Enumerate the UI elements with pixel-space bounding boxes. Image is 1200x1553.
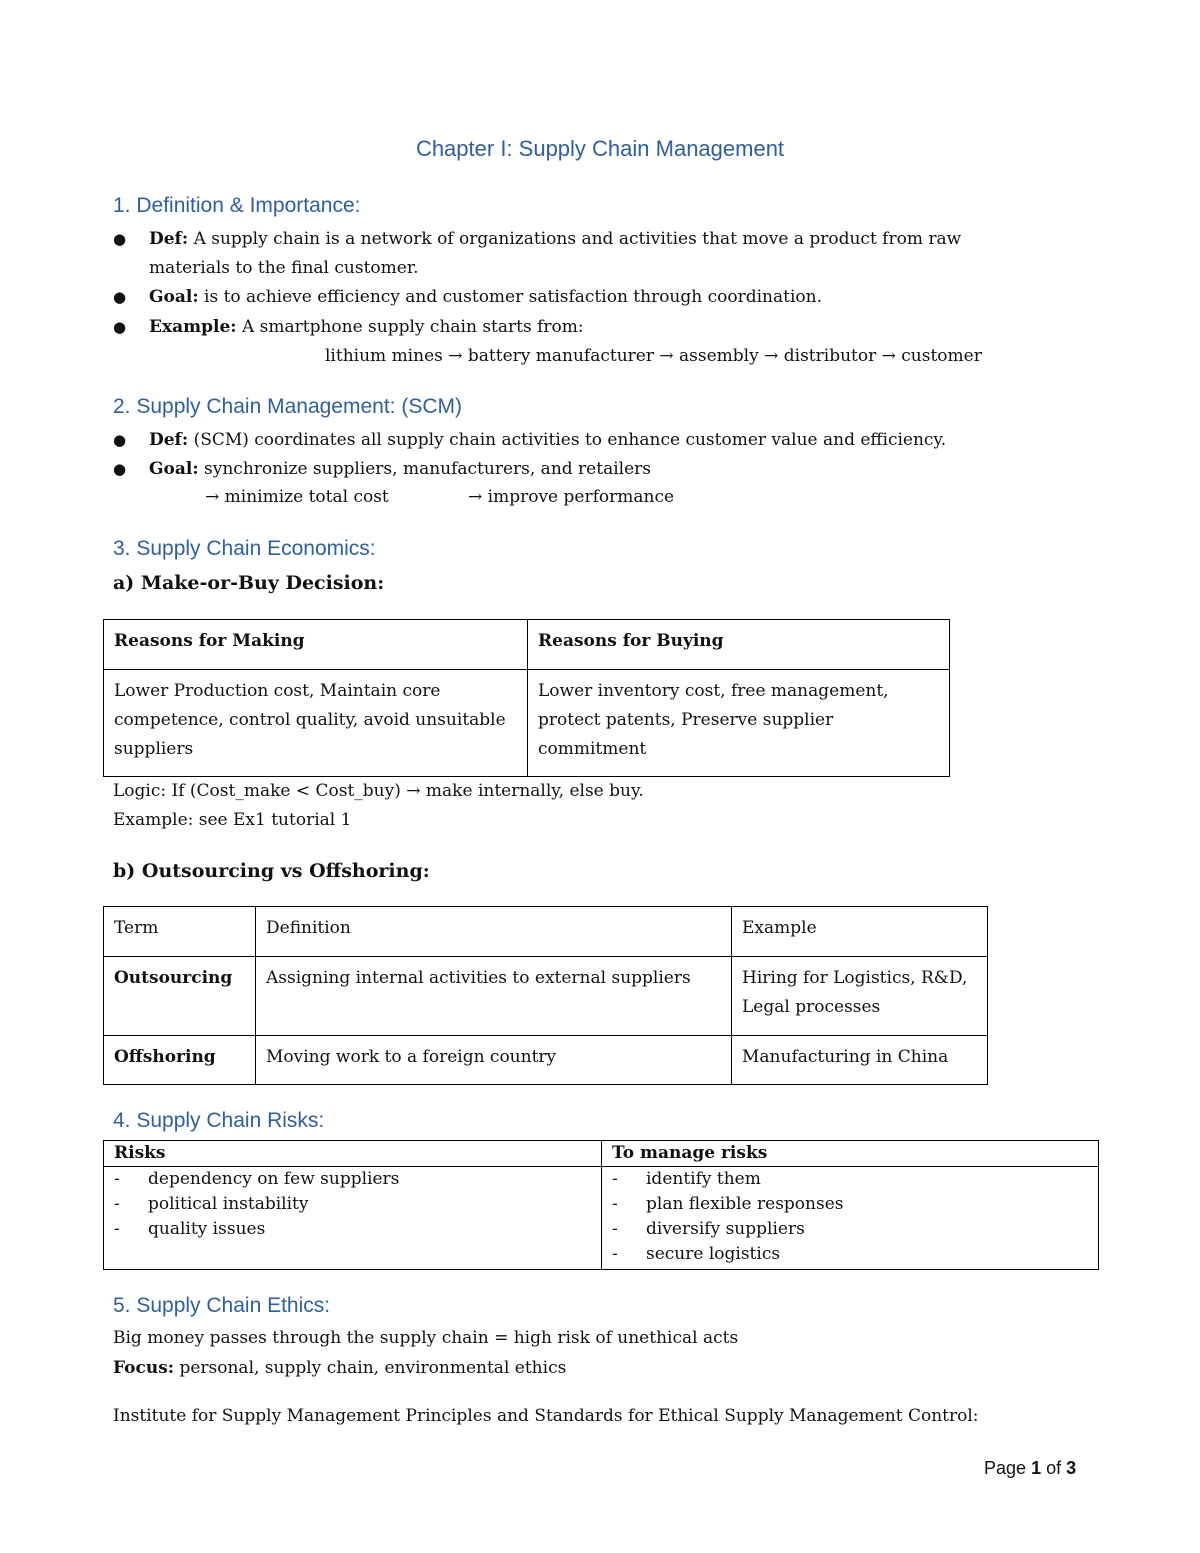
list-item: - diversify suppliers — [612, 1219, 805, 1239]
outsourcing-header-definition: Definition — [256, 907, 732, 957]
outsourcing-table — [103, 906, 988, 1085]
s1-chain: lithium mines → battery manufacturer → assembly → distributor → customer — [325, 346, 982, 366]
outsourcing-header-example: Example — [732, 907, 988, 957]
s1-def-text: A supply chain is a network of organizations and activities that move a product from raw — [193, 229, 962, 249]
list-item: - political instability — [114, 1194, 309, 1214]
s1-goal — [149, 287, 822, 307]
list-item: - quality issues — [114, 1219, 266, 1239]
s1-def-label: Def: — [149, 229, 189, 249]
page-title: Chapter I: Supply Chain Management — [415, 136, 785, 161]
ethics-institute: Institute for Supply Management Principles and Standards for Ethical Supply Management Control: — [113, 1406, 979, 1426]
s2-def-label: Def: — [149, 430, 189, 450]
focus-label: Focus: — [113, 1358, 175, 1378]
make-buy-table — [103, 619, 950, 777]
make-buy-header-making: Reasons for Making — [104, 620, 528, 670]
make-buy-logic: Logic: If (Cost_make < Cost_buy) → make internally, else buy. — [113, 781, 644, 801]
make-buy-cell-buying: Lower inventory cost, free management, protect patents, Preserve supplier commitment — [528, 670, 950, 777]
risks-table — [103, 1140, 1099, 1270]
bullet-icon: ● — [113, 431, 127, 449]
s2-def-text: (SCM) coordinates all supply chain activities to enhance customer value and efficiency. — [193, 430, 947, 450]
s1-goal-label: Goal: — [149, 287, 199, 307]
risks-header: Risks — [104, 1141, 602, 1167]
table-cell-example: Manufacturing in China — [732, 1036, 988, 1085]
risks-list — [104, 1167, 602, 1270]
manage-risks-list — [602, 1167, 1099, 1270]
table-cell-term: Outsourcing — [104, 957, 256, 1036]
bullet-icon: ● — [113, 318, 127, 336]
page-number: Page 1 of 3 — [984, 1458, 1077, 1478]
bullet-icon: ● — [113, 230, 127, 248]
s1-def — [149, 229, 961, 249]
ethics-focus — [113, 1358, 566, 1378]
s2-arrow-2: → improve performance — [468, 487, 675, 507]
section-3-heading: 3. Supply Chain Economics: — [113, 537, 376, 560]
s1-def-text-cont: materials to the final customer. — [149, 258, 419, 278]
table-cell-definition: Moving work to a foreign country — [256, 1036, 732, 1085]
s2-goal-label: Goal: — [149, 459, 199, 479]
make-buy-cell-making: Lower Production cost, Maintain core competence, control quality, avoid unsuitable suppliers — [104, 670, 528, 777]
table-cell-definition: Assigning internal activities to external suppliers — [256, 957, 732, 1036]
manage-risks-header: To manage risks — [602, 1141, 1099, 1167]
table-cell-example: Hiring for Logistics, R&D, Legal processes — [732, 957, 988, 1036]
outsourcing-heading: b) Outsourcing vs Offshoring: — [113, 860, 430, 882]
focus-text: personal, supply chain, environmental ethics — [179, 1358, 567, 1378]
s2-arrow-1: → minimize total cost — [205, 487, 389, 507]
make-buy-example: Example: see Ex1 tutorial 1 — [113, 810, 352, 830]
section-1-heading: 1. Definition & Importance: — [113, 194, 361, 217]
make-buy-heading: a) Make-or-Buy Decision: — [113, 572, 385, 594]
s1-example — [149, 317, 584, 337]
section-2-heading: 2. Supply Chain Management: (SCM) — [113, 395, 462, 418]
bullet-icon: ● — [113, 460, 127, 478]
section-4-heading: 4. Supply Chain Risks: — [113, 1109, 325, 1132]
s2-goal — [149, 459, 651, 479]
section-5-heading: 5. Supply Chain Ethics: — [113, 1294, 331, 1317]
list-item: - secure logistics — [612, 1244, 781, 1264]
bullet-icon: ● — [113, 288, 127, 306]
list-item: - plan flexible responses — [612, 1194, 844, 1214]
table-cell-term: Offshoring — [104, 1036, 256, 1085]
make-buy-header-buying: Reasons for Buying — [528, 620, 950, 670]
s1-example-label: Example: — [149, 317, 237, 337]
s1-goal-text: is to achieve efficiency and customer satisfaction through coordination. — [204, 287, 822, 307]
list-item: - identify them — [612, 1169, 761, 1189]
s1-example-text: A smartphone supply chain starts from: — [241, 317, 584, 337]
list-item: - dependency on few suppliers — [114, 1169, 400, 1189]
outsourcing-header-term: Term — [104, 907, 256, 957]
ethics-line: Big money passes through the supply chain = high risk of unethical acts — [113, 1328, 739, 1348]
s2-goal-text: synchronize suppliers, manufacturers, and retailers — [204, 459, 651, 479]
s2-def — [149, 430, 946, 450]
